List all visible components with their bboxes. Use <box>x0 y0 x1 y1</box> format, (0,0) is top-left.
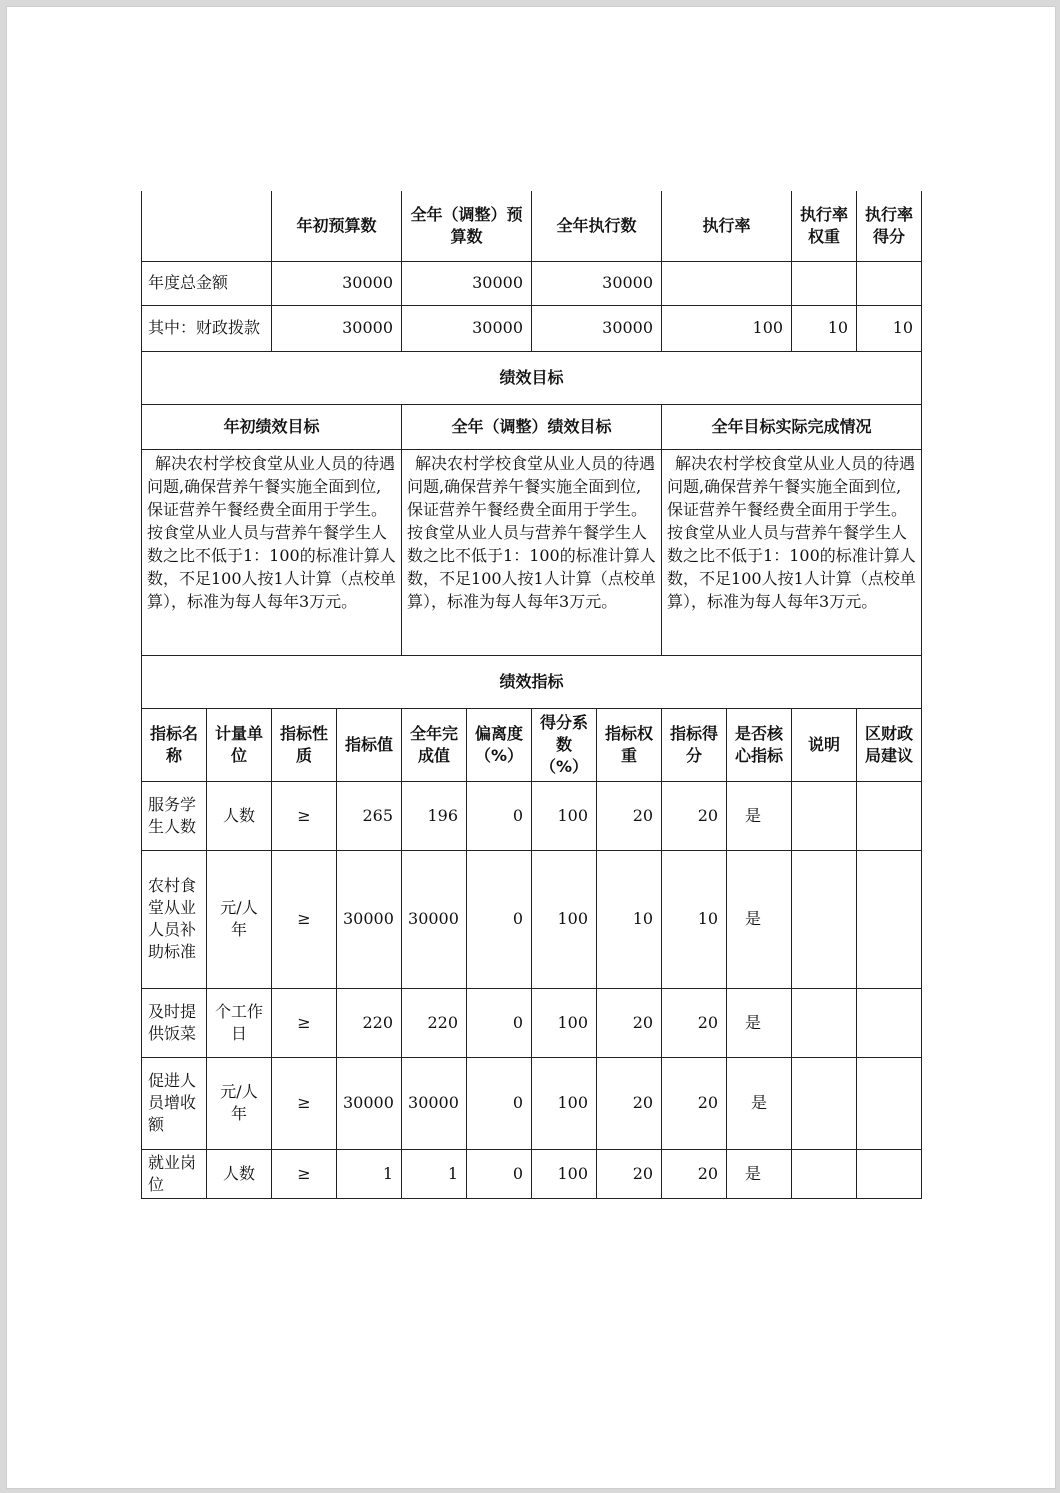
budget-weight: 10 <box>792 305 857 351</box>
ind-note <box>792 850 857 988</box>
ind-header-value: 指标值 <box>337 708 402 781</box>
ind-name: 促进人员增收额 <box>142 1057 207 1149</box>
budget-score: 10 <box>857 305 922 351</box>
ind-core: 是 <box>727 781 792 850</box>
ind-unit: 人数 <box>207 781 272 850</box>
ind-advice <box>857 1057 922 1149</box>
ind-note <box>792 781 857 850</box>
ind-deviation: 0 <box>467 850 532 988</box>
ind-name: 就业岗位 <box>142 1149 207 1198</box>
budget-row <box>142 261 922 305</box>
indicator-row <box>142 850 922 988</box>
goal-text-initial: 解决农村学校食堂从业人员的待遇问题,确保营养午餐实施全面到位,保证营养午餐经费全面用于学生。按食堂从业人员与营养午餐学生人数之比不低于1：100的标准计算人数，不足100人按1人计算（点校单算），标准为每人每年3万元。 <box>142 449 402 655</box>
ind-core: 是 <box>727 1149 792 1198</box>
ind-deviation: 0 <box>467 781 532 850</box>
ind-score: 10 <box>662 850 727 988</box>
ind-header-weight: 指标权重 <box>597 708 662 781</box>
ind-name: 及时提供饭菜 <box>142 988 207 1057</box>
ind-advice <box>857 1149 922 1198</box>
ind-header-advice: 区财政局建议 <box>857 708 922 781</box>
ind-header-coefficient: 得分系数（%） <box>532 708 597 781</box>
ind-header-note: 说明 <box>792 708 857 781</box>
indicator-row <box>142 1057 922 1149</box>
ind-note <box>792 1149 857 1198</box>
indicator-row <box>142 988 922 1057</box>
budget-row-label: 其中：财政拨款 <box>142 305 272 351</box>
ind-advice <box>857 988 922 1057</box>
ind-deviation: 0 <box>467 1149 532 1198</box>
ind-coefficient: 100 <box>532 850 597 988</box>
ind-value: 30000 <box>337 850 402 988</box>
goal-header-actual: 全年目标实际完成情况 <box>662 404 922 449</box>
ind-coefficient: 100 <box>532 781 597 850</box>
ind-deviation: 0 <box>467 1057 532 1149</box>
ind-advice <box>857 781 922 850</box>
performance-table <box>141 191 922 1199</box>
ind-header-done: 全年完成值 <box>402 708 467 781</box>
ind-core: 是 <box>727 988 792 1057</box>
ind-header-nature: 指标性质 <box>272 708 337 781</box>
goals-header-row <box>142 404 922 449</box>
budget-header-adjusted: 全年（调整）预算数 <box>402 191 532 261</box>
ind-done: 196 <box>402 781 467 850</box>
ind-note <box>792 988 857 1057</box>
ind-coefficient: 100 <box>532 1149 597 1198</box>
ind-header-score: 指标得分 <box>662 708 727 781</box>
budget-header-score: 执行率得分 <box>857 191 922 261</box>
goal-header-initial: 年初绩效目标 <box>142 404 402 449</box>
indicators-section-row <box>142 655 922 708</box>
ind-done: 30000 <box>402 850 467 988</box>
ind-header-name: 指标名称 <box>142 708 207 781</box>
ind-score: 20 <box>662 781 727 850</box>
budget-initial: 30000 <box>272 261 402 305</box>
ind-core: 是 <box>727 850 792 988</box>
ind-advice <box>857 850 922 988</box>
ind-nature: ≥ <box>272 1057 337 1149</box>
budget-rate <box>662 261 792 305</box>
ind-name: 农村食堂从业人员补助标准 <box>142 850 207 988</box>
budget-corner-cell <box>142 191 272 261</box>
ind-core: 是 <box>727 1057 792 1149</box>
ind-unit: 个工作日 <box>207 988 272 1057</box>
ind-nature: ≥ <box>272 988 337 1057</box>
ind-deviation: 0 <box>467 988 532 1057</box>
budget-header-rate: 执行率 <box>662 191 792 261</box>
ind-unit: 人数 <box>207 1149 272 1198</box>
indicator-row <box>142 1149 922 1198</box>
ind-done: 220 <box>402 988 467 1057</box>
ind-done: 1 <box>402 1149 467 1198</box>
document-page <box>6 6 1056 1489</box>
budget-header-row <box>142 191 922 261</box>
budget-row-label: 年度总金额 <box>142 261 272 305</box>
indicator-row <box>142 781 922 850</box>
ind-weight: 10 <box>597 850 662 988</box>
budget-rate: 100 <box>662 305 792 351</box>
ind-unit: 元/人年 <box>207 850 272 988</box>
goals-section-row <box>142 351 922 404</box>
budget-header-initial: 年初预算数 <box>272 191 402 261</box>
budget-header-executed: 全年执行数 <box>532 191 662 261</box>
ind-note <box>792 1057 857 1149</box>
ind-value: 1 <box>337 1149 402 1198</box>
ind-value: 30000 <box>337 1057 402 1149</box>
ind-score: 20 <box>662 1149 727 1198</box>
ind-header-deviation: 偏离度（%） <box>467 708 532 781</box>
budget-weight <box>792 261 857 305</box>
indicators-header-row <box>142 708 922 781</box>
ind-nature: ≥ <box>272 1149 337 1198</box>
ind-header-core: 是否核心指标 <box>727 708 792 781</box>
budget-adjusted: 30000 <box>402 261 532 305</box>
ind-nature: ≥ <box>272 850 337 988</box>
ind-coefficient: 100 <box>532 988 597 1057</box>
ind-done: 30000 <box>402 1057 467 1149</box>
goal-text-adjusted: 解决农村学校食堂从业人员的待遇问题,确保营养午餐实施全面到位,保证营养午餐经费全面用于学生。按食堂从业人员与营养午餐学生人数之比不低于1：100的标准计算人数，不足100人按1人计算（点校单算），标准为每人每年3万元。 <box>402 449 662 655</box>
budget-row <box>142 305 922 351</box>
goals-text-row <box>142 449 922 655</box>
budget-executed: 30000 <box>532 305 662 351</box>
ind-unit: 元/人年 <box>207 1057 272 1149</box>
ind-score: 20 <box>662 1057 727 1149</box>
ind-value: 220 <box>337 988 402 1057</box>
ind-weight: 20 <box>597 988 662 1057</box>
ind-value: 265 <box>337 781 402 850</box>
budget-score <box>857 261 922 305</box>
goals-title: 绩效目标 <box>142 351 922 404</box>
ind-weight: 20 <box>597 1057 662 1149</box>
budget-header-weight: 执行率权重 <box>792 191 857 261</box>
ind-score: 20 <box>662 988 727 1057</box>
ind-coefficient: 100 <box>532 1057 597 1149</box>
ind-weight: 20 <box>597 1149 662 1198</box>
goal-text-actual: 解决农村学校食堂从业人员的待遇问题,确保营养午餐实施全面到位,保证营养午餐经费全面用于学生。按食堂从业人员与营养午餐学生人数之比不低于1：100的标准计算人数，不足100人按1人计算（点校单算），标准为每人每年3万元。 <box>662 449 922 655</box>
ind-weight: 20 <box>597 781 662 850</box>
indicators-title: 绩效指标 <box>142 655 922 708</box>
ind-header-unit: 计量单位 <box>207 708 272 781</box>
budget-initial: 30000 <box>272 305 402 351</box>
budget-adjusted: 30000 <box>402 305 532 351</box>
ind-nature: ≥ <box>272 781 337 850</box>
budget-executed: 30000 <box>532 261 662 305</box>
goal-header-adjusted: 全年（调整）绩效目标 <box>402 404 662 449</box>
ind-name: 服务学生人数 <box>142 781 207 850</box>
